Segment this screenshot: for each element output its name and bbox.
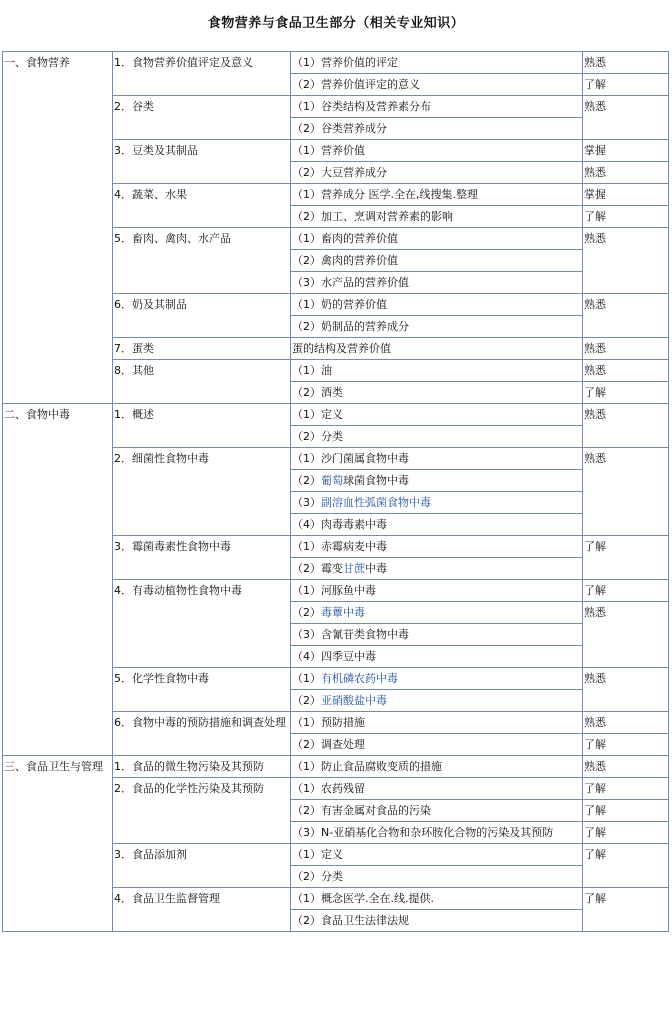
requirement-level: 熟悉 xyxy=(583,52,669,74)
item-cell xyxy=(291,514,583,536)
requirement-level: 了解 xyxy=(583,822,669,844)
requirement-level: 熟悉 xyxy=(583,448,669,536)
topic-label: 3．食品添加剂 xyxy=(113,844,291,888)
item-cell xyxy=(291,52,583,74)
page-title: 食物营养与食品卫生部分（相关专业知识） xyxy=(207,16,465,31)
requirement-level: 了解 xyxy=(583,382,669,404)
item-text: （3）含氰苷类食物中毒 xyxy=(292,628,409,641)
item-cell xyxy=(291,228,583,250)
item-cell xyxy=(291,888,583,910)
topic-label: 4．食品卫生监督管理 xyxy=(113,888,291,932)
item-text: （1）定义 xyxy=(292,848,343,861)
item-cell xyxy=(291,360,583,382)
item-text: （1）谷类结构及营养素分布 xyxy=(292,100,431,113)
item-cell xyxy=(291,646,583,668)
topic-label: 2．食品的化学性污染及其预防 xyxy=(113,778,291,844)
highlighted-link-text[interactable]: 葡萄 xyxy=(321,474,343,487)
highlighted-link-text[interactable]: 副溶血性弧菌食物中毒 xyxy=(321,496,431,509)
item-text: （1）油 xyxy=(292,364,332,377)
item-cell xyxy=(291,844,583,866)
item-text: （2） xyxy=(292,606,321,619)
item-text: （1）河豚鱼中毒 xyxy=(292,584,376,597)
item-cell xyxy=(291,316,583,338)
topic-label: 5．化学性食物中毒 xyxy=(113,668,291,712)
topic-label: 7．蛋类 xyxy=(113,338,291,360)
item-cell xyxy=(291,800,583,822)
item-cell xyxy=(291,470,583,492)
item-text: （1）防止食品腐败变质的措施 xyxy=(292,760,442,773)
item-text: （1）营养成分 医学.全在,线搜集.整理 xyxy=(292,188,478,201)
topic-label: 1．食物营养价值评定及意义 xyxy=(113,52,291,96)
item-cell xyxy=(291,756,583,778)
topic-label: 5．畜肉、禽肉、水产品 xyxy=(113,228,291,294)
item-cell xyxy=(291,712,583,734)
requirement-level: 了解 xyxy=(583,536,669,580)
requirement-level: 熟悉 xyxy=(583,96,669,140)
topic-label: 1．概述 xyxy=(113,404,291,448)
requirement-level: 熟悉 xyxy=(583,756,669,778)
table-row xyxy=(3,52,669,74)
item-text: 球菌食物中毒 xyxy=(343,474,409,487)
item-text: （2）加工、烹调对营养素的影响 xyxy=(292,210,453,223)
item-cell xyxy=(291,624,583,646)
requirement-level: 熟悉 xyxy=(583,294,669,338)
item-cell xyxy=(291,338,583,360)
item-text: 蛋的结构及营养价值 xyxy=(292,342,391,355)
requirement-level: 熟悉 xyxy=(583,338,669,360)
section-label: 二、食物中毒 xyxy=(3,404,113,756)
topic-label: 3．豆类及其制品 xyxy=(113,140,291,184)
item-cell xyxy=(291,206,583,228)
item-text: （2）禽肉的营养价值 xyxy=(292,254,398,267)
requirement-level: 了解 xyxy=(583,206,669,228)
item-cell xyxy=(291,184,583,206)
item-cell xyxy=(291,822,583,844)
item-cell xyxy=(291,690,583,712)
item-text: （3）N-亚硝基化合物和杂环胺化合物的污染及其预防 xyxy=(292,826,554,839)
highlighted-link-text[interactable]: 亚硝酸盐中毒 xyxy=(321,694,387,707)
item-text: （2）食品卫生法律法规 xyxy=(292,914,409,927)
highlighted-link-text[interactable]: 毒蕈中毒 xyxy=(321,606,365,619)
topic-label: 4．蔬菜、水果 xyxy=(113,184,291,228)
item-cell xyxy=(291,96,583,118)
requirement-level: 熟悉 xyxy=(583,360,669,382)
item-text: （3）水产品的营养价值 xyxy=(292,276,409,289)
requirement-level: 了解 xyxy=(583,844,669,888)
highlighted-link-text[interactable]: 甘蔗 xyxy=(343,562,365,575)
requirement-level: 了解 xyxy=(583,734,669,756)
requirement-level: 了解 xyxy=(583,778,669,800)
item-cell xyxy=(291,734,583,756)
item-text: （2）调查处理 xyxy=(292,738,365,751)
item-cell xyxy=(291,580,583,602)
highlighted-link-text[interactable]: 有机磷农药中毒 xyxy=(321,672,398,685)
item-text: （2）谷类营养成分 xyxy=(292,122,387,135)
item-cell xyxy=(291,404,583,426)
item-text: （2）分类 xyxy=(292,430,343,443)
item-text: （1）预防措施 xyxy=(292,716,365,729)
item-cell xyxy=(291,668,583,690)
item-text: （1）定义 xyxy=(292,408,343,421)
requirement-level: 掌握 xyxy=(583,184,669,206)
section-label: 三、食品卫生与管理 xyxy=(3,756,113,932)
item-text: （1）奶的营养价值 xyxy=(292,298,387,311)
item-cell xyxy=(291,492,583,514)
item-text: （2）霉变 xyxy=(292,562,343,575)
topic-label: 6．奶及其制品 xyxy=(113,294,291,338)
requirement-level: 熟悉 xyxy=(583,668,669,712)
item-text: （1）畜肉的营养价值 xyxy=(292,232,398,245)
table-row xyxy=(3,404,669,426)
item-cell xyxy=(291,272,583,294)
topic-label: 3．霉菌毒素性食物中毒 xyxy=(113,536,291,580)
syllabus-table xyxy=(2,51,669,932)
topic-label: 1．食品的微生物污染及其预防 xyxy=(113,756,291,778)
topic-label: 2．谷类 xyxy=(113,96,291,140)
item-text: 中毒 xyxy=(365,562,387,575)
item-text: （3） xyxy=(292,496,321,509)
table-row xyxy=(3,756,669,778)
item-cell xyxy=(291,74,583,96)
item-text: （1）概念医学.全在.线.提供. xyxy=(292,892,434,905)
item-cell xyxy=(291,294,583,316)
topic-label: 8．其他 xyxy=(113,360,291,404)
requirement-level: 熟悉 xyxy=(583,228,669,294)
item-cell xyxy=(291,162,583,184)
requirement-level: 熟悉 xyxy=(583,162,669,184)
item-text: （1） xyxy=(292,672,321,685)
item-cell xyxy=(291,118,583,140)
requirement-level: 了解 xyxy=(583,888,669,932)
item-cell xyxy=(291,382,583,404)
item-text: （4）四季豆中毒 xyxy=(292,650,376,663)
item-cell xyxy=(291,448,583,470)
requirement-level: 熟悉 xyxy=(583,602,669,668)
item-text: （1）农药残留 xyxy=(292,782,365,795)
item-text: （2）营养价值评定的意义 xyxy=(292,78,420,91)
item-text: （1）赤霉病麦中毒 xyxy=(292,540,387,553)
topic-label: 4．有毒动植物性食物中毒 xyxy=(113,580,291,668)
item-cell xyxy=(291,140,583,162)
requirement-level: 掌握 xyxy=(583,140,669,162)
item-text: （2）大豆营养成分 xyxy=(292,166,387,179)
item-cell xyxy=(291,866,583,888)
item-cell xyxy=(291,250,583,272)
item-cell xyxy=(291,910,583,932)
item-text: （1）营养价值 xyxy=(292,144,365,157)
item-text: （2） xyxy=(292,474,321,487)
topic-label: 6．食物中毒的预防措施和调查处理 xyxy=(113,712,291,756)
item-text: （2）分类 xyxy=(292,870,343,883)
item-cell xyxy=(291,778,583,800)
requirement-level: 了解 xyxy=(583,74,669,96)
requirement-level: 了解 xyxy=(583,580,669,602)
topic-label: 2．细菌性食物中毒 xyxy=(113,448,291,536)
requirement-level: 熟悉 xyxy=(583,712,669,734)
item-text: （2）奶制品的营养成分 xyxy=(292,320,409,333)
item-text: （2） xyxy=(292,694,321,707)
requirement-level: 熟悉 xyxy=(583,404,669,448)
item-cell xyxy=(291,536,583,558)
item-cell xyxy=(291,558,583,580)
item-text: （1）沙门菌属食物中毒 xyxy=(292,452,409,465)
item-text: （4）肉毒毒素中毒 xyxy=(292,518,387,531)
item-text: （1）营养价值的评定 xyxy=(292,56,398,69)
item-cell xyxy=(291,426,583,448)
item-text: （2）酒类 xyxy=(292,386,343,399)
item-text: （2）有害金属对食品的污染 xyxy=(292,804,431,817)
item-cell xyxy=(291,602,583,624)
requirement-level: 了解 xyxy=(583,800,669,822)
section-label: 一、食物营养 xyxy=(3,52,113,404)
syllabus-body xyxy=(3,52,669,932)
